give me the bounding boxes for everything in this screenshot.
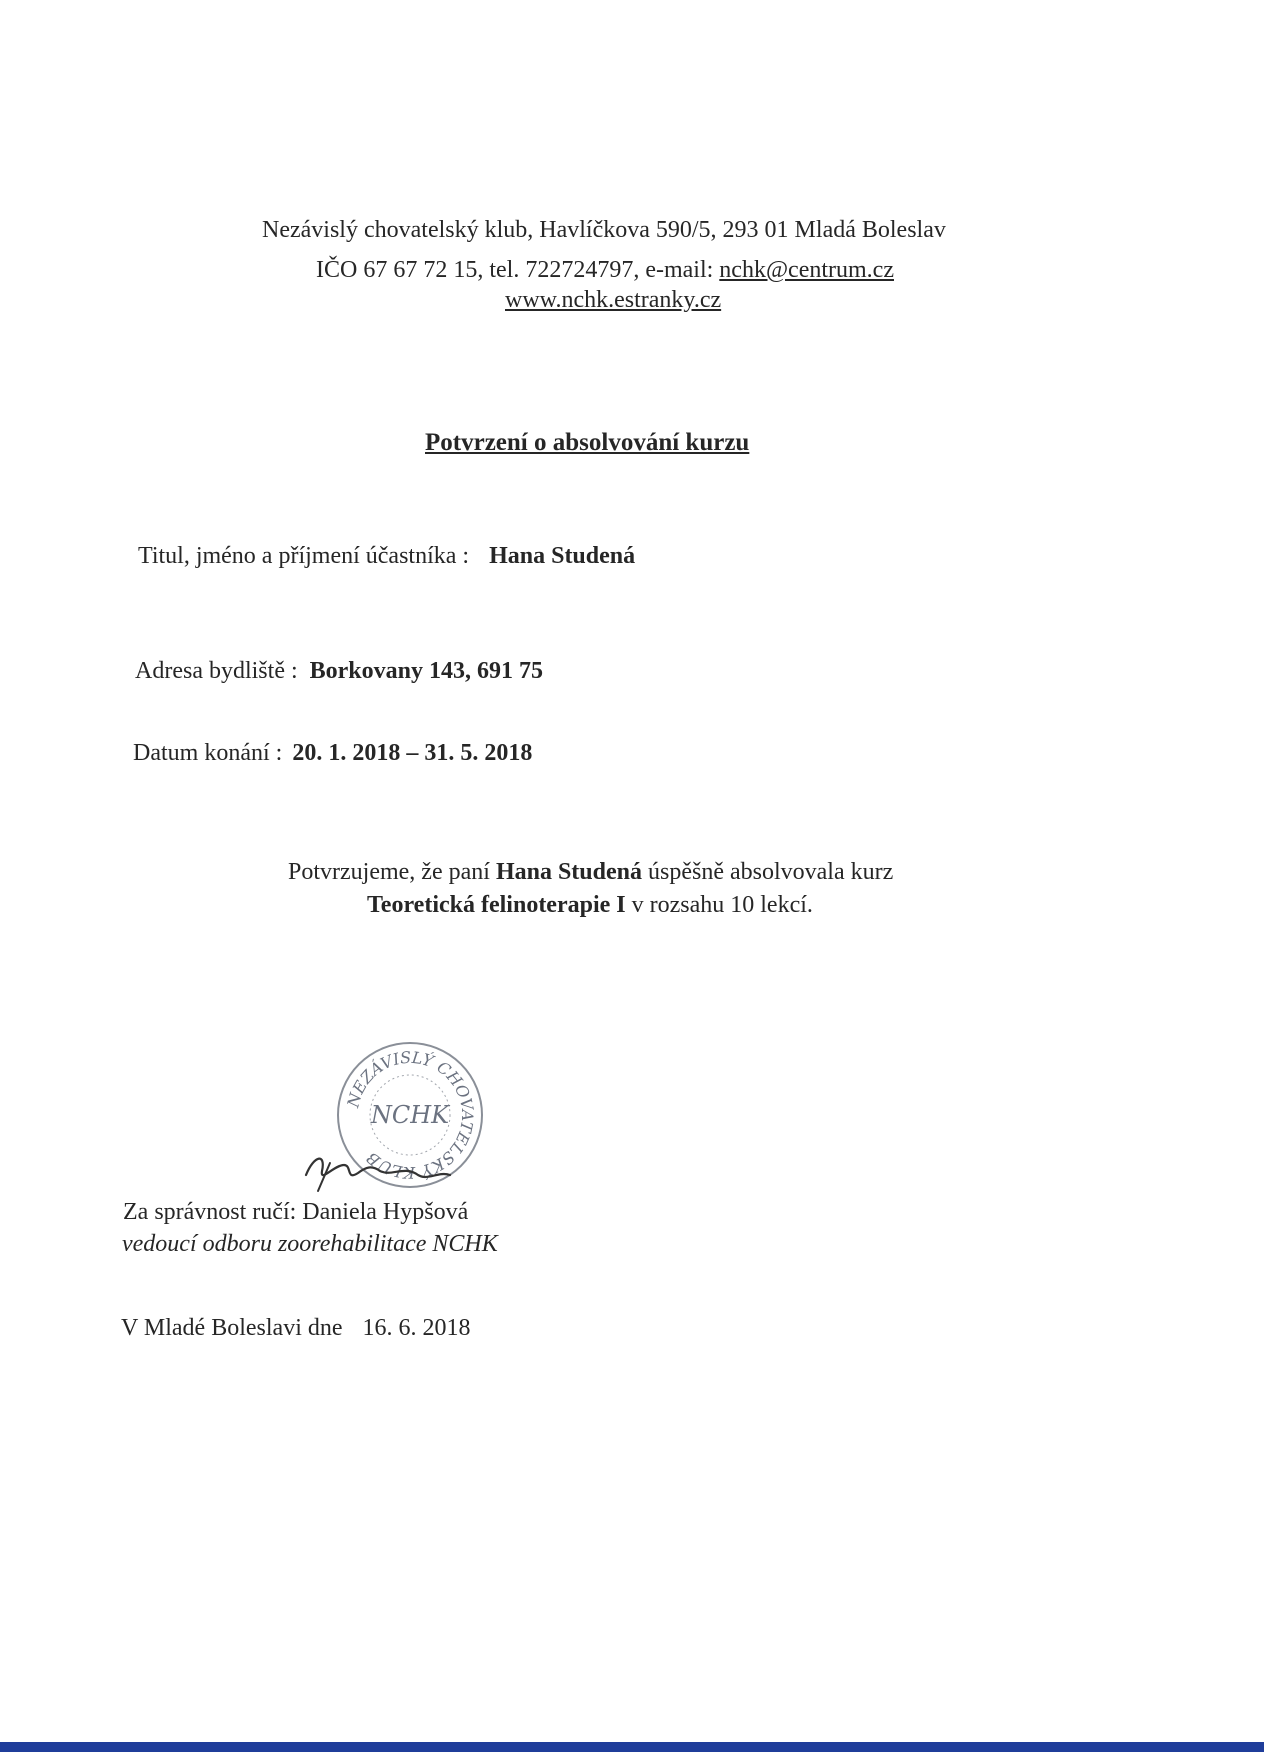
club-stamp (300, 1015, 520, 1215)
stamp-center-text: NCHK (370, 1101, 450, 1129)
name-value: Hana Studená (489, 543, 636, 569)
scan-bottom-edge (0, 1742, 1264, 1752)
date-label: Datum konání : (133, 740, 283, 766)
issue-date: 16. 6. 2018 (362, 1315, 471, 1341)
email-link[interactable]: nchk@centrum.cz (719, 257, 894, 283)
place-date (121, 1313, 471, 1343)
website-link[interactable]: www.nchk.estranky.cz (505, 287, 722, 313)
confirmation-line-2 (367, 890, 813, 920)
responsible-person: Za správnost ručí: Daniela Hypšová (123, 1199, 469, 1225)
confirmation-name: Hana Studená (495, 859, 642, 885)
name-label: Titul, jméno a příjmení účastníka : (138, 543, 470, 569)
name-field (138, 541, 635, 571)
stamp-ring-text: NEZÁVISLÝ CHOVATELSKÝ KLUB (343, 1047, 478, 1183)
course-name: Teoretická felinoterapie I (367, 892, 626, 918)
header-contact-line (316, 255, 894, 285)
signature-stroke (318, 1163, 330, 1191)
date-value: 20. 1. 2018 – 31. 5. 2018 (292, 740, 533, 766)
place-date-prefix: V Mladé Boleslavi dne (121, 1315, 343, 1341)
confirmation-prefix: Potvrzujeme, že paní (288, 859, 490, 885)
confirmation-suffix: úspěšně absolvovala kurz (648, 859, 894, 885)
responsible-role: vedoucí odboru zoorehabilitace NCHK (122, 1231, 498, 1257)
course-suffix: v rozsahu 10 lekcí. (631, 892, 813, 918)
document-title: Potvrzení o absolvování kurzu (425, 429, 750, 456)
date-field (133, 738, 532, 768)
address-label: Adresa bydliště : (135, 658, 298, 684)
header-organization-line: Nezávislý chovatelský klub, Havlíčkova 590/5, 293 01 Mladá Boleslav (262, 217, 946, 243)
address-value: Borkovany 143, 691 75 (309, 658, 543, 684)
confirmation-line-1 (288, 857, 893, 887)
header-contact-prefix: IČO 67 67 72 15, tel. 722724797, e-mail: (316, 257, 720, 283)
address-field (135, 656, 543, 686)
